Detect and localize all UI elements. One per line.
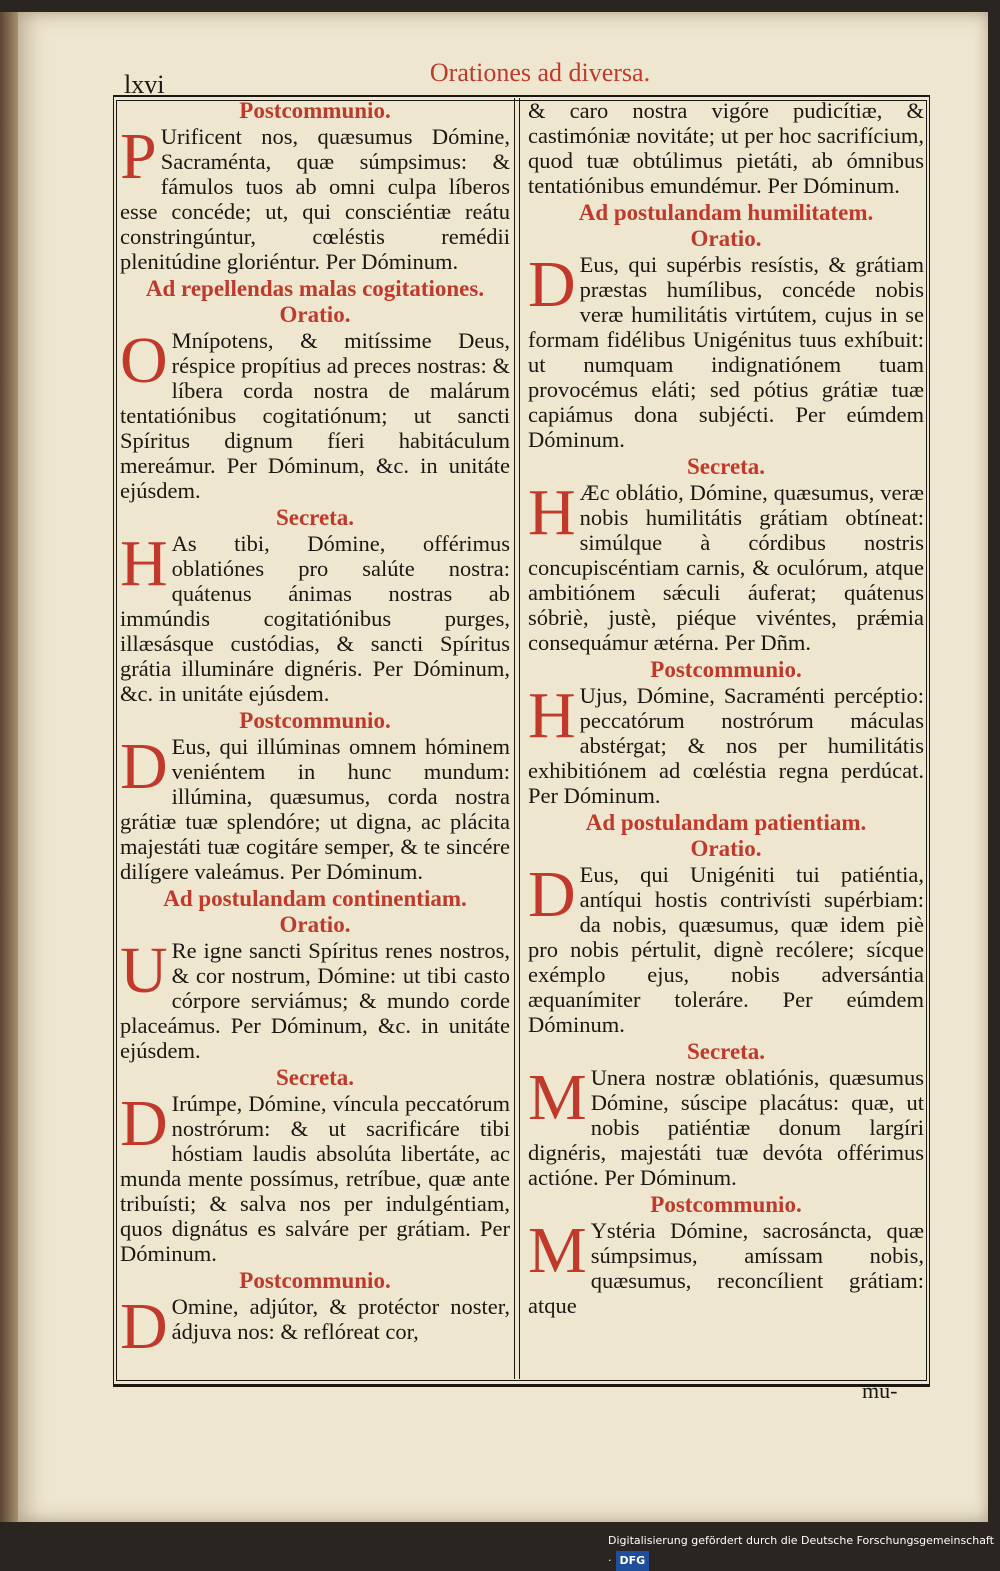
heading: Ad repellendas malas cogitationes. (145, 276, 485, 301)
running-title: Orationes ad diversa. (429, 58, 651, 87)
heading: Postcommunio. (650, 657, 802, 682)
dfg-logo: DFG (616, 1551, 650, 1571)
prayer-paragraph: H As tibi, Dómine, offérimus oblatiónes pro salúte nostra: quátenus ánimas nostras ab immúndis cogitatiónibus purges, illæsásque custódias, & sancti Spíritus grátia illumináre dignéris. Per Dóminum, &c. in unitáte ejúsdem. (120, 527, 510, 706)
prayer-paragraph: U Re igne sancti Spíritus renes nostros, & cor nostrum, Dómine: ut tibi casto córpore serviámus; & mundo corde placeámus. Per Dóminum, &c. in unitáte ejúsdem. (120, 934, 510, 1063)
heading: Ad postulandam humilitatem. (578, 200, 874, 225)
prayer-paragraph: H Æc oblátio, Dómine, quæsumus, veræ nobis humilitátis grátiam obtíneat: simúlque à córdibus nostris concupiscéntiam carnis, & oculórum, atque ambitiónem sǽculi áuferat; quátenus sóbriè, justè, piéque vivéntes, prǽmia consequámur ætérna. Per Dñm. (528, 476, 924, 655)
drop-initial: D (528, 858, 576, 931)
drop-initial: D (120, 1290, 168, 1363)
heading: Secreta. (686, 454, 766, 479)
prayer-paragraph: D Eus, qui illúminas omnem hóminem veniéntem in hunc mundum: illúmina, quæsumus, corda nostra grátiæ tuæ splendóre; ut digna, ac plácita majestáti tuæ cogitáre semper, & te sincére dilígere valeámus. Per Dóminum. (120, 730, 510, 884)
digitization-footer (608, 1531, 1000, 1567)
heading: Secreta. (275, 505, 355, 530)
heading: Ad postulandam continentiam. (163, 886, 467, 911)
column-divider (514, 98, 520, 1379)
footer-text: Digitalisierung gefördert durch die Deutsche Forschungsgemeinschaft · (608, 1534, 994, 1567)
heading: Oratio. (279, 912, 351, 937)
prayer-paragraph: & caro nostra vigóre pudicítiæ, & castimóniæ novitáte; ut per hoc sacrifícium, quod tuæ obtúlimus pietáti, ab ómnibus tentatiónibus emundémur. Per Dóminum. (528, 98, 924, 198)
drop-initial: U (120, 934, 168, 1007)
right-column (528, 98, 924, 1378)
prayer-paragraph: D Eus, qui supérbis resístis, & grátiam præstas humílibus, concéde nobis veræ humilitátis virtútem, cujus in se formam fidélibus Unigénitus tuus exhíbuit: ut numquam indignatiónem tuam provocémus eláti; sed pótius grátiæ tuæ capiámus dona subjécti. Per eúmdem Dóminum. (528, 248, 924, 452)
heading: Oratio. (690, 836, 762, 861)
drop-initial: H (528, 679, 576, 752)
prayer-paragraph: M Ystéria Dómine, sacrosáncta, quæ súmpsimus, amíssam nobis, quæsumus, reconcílient grátiam: atque (528, 1214, 924, 1318)
drop-initial: H (528, 476, 576, 549)
prayer-paragraph: D Eus, qui Unigéniti tui patiéntia, antíqui hostis contrivísti supérbiam: da nobis, quæsumus, quæ idem piè pro nobis pértulit, dignè recólere; sícque exémplo ejus, nobis adversántia æquanímiter toleráre. Per eúmdem Dóminum. (528, 858, 924, 1037)
drop-initial: P (120, 120, 157, 193)
prayer-paragraph: P Urificent nos, quæsumus Dómine, Sacraménta, quæ súmpsimus: & fámulos tuos ab omni culpa líberos esse concéde; ut, qui consciéntiæ reátu constringúntur, cœléstis remédii plenitúdine gloriéntur. Per Dóminum. (120, 120, 510, 274)
heading: Ad postulandam patientiam. (585, 810, 867, 835)
heading: Oratio. (279, 302, 351, 327)
prayer-paragraph: H Ujus, Dómine, Sacraménti percéptio: peccatórum nostrórum máculas abstérgat; & nos per humilitátis exhibitiónem ad cœléstia regna perdúcat. Per Dóminum. (528, 679, 924, 808)
heading: Oratio. (690, 226, 762, 251)
prayer-paragraph: D Irúmpe, Dómine, víncula peccatórum nostrórum: & ut sacrificáre tibi hóstiam laudis absolúta libertáte, ac munda mente possímus, retríbue, quæ ante tribuísti; & salva nos per indulgéntiam, quos dignátus es salváre per grátiam. Per Dóminum. (120, 1087, 510, 1266)
prayer-paragraph: O Mnípotens, & mitíssime Deus, réspice propítius ad preces nostras: & líbera corda nostra de malárum tentatiónibus cogitatiónum; ut sancti Spíritus dignum fíeri habitáculum mereámur. Per Dóminum, &c. in unitáte ejúsdem. (120, 324, 510, 503)
drop-initial: M (528, 1061, 587, 1134)
drop-initial: D (528, 248, 576, 321)
prayer-paragraph: D Omine, adjútor, & protéctor noster, ádjuva nos: & reflóreat cor, (120, 1290, 510, 1363)
heading: Postcommunio. (239, 98, 391, 123)
left-column (120, 98, 510, 1378)
drop-initial: M (528, 1214, 587, 1287)
heading: Secreta. (686, 1039, 766, 1064)
heading: Secreta. (275, 1065, 355, 1090)
drop-initial: O (120, 324, 168, 397)
heading: Postcommunio. (239, 1268, 391, 1293)
heading: Postcommunio. (650, 1192, 802, 1217)
drop-initial: H (120, 527, 168, 600)
folio-number: lxvi (124, 70, 165, 99)
drop-initial: D (120, 1087, 168, 1160)
heading: Postcommunio. (239, 708, 391, 733)
drop-initial: D (120, 730, 168, 803)
catchword: mu- (862, 1378, 898, 1403)
prayer-paragraph: M Unera nostræ oblatiónis, quæsumus Dómine, súscipe placátus: quæ, ut nobis patiéntiæ donum largíri dignéris, majestáti tuæ devóta offérimus actióne. Per Dóminum. (528, 1061, 924, 1190)
